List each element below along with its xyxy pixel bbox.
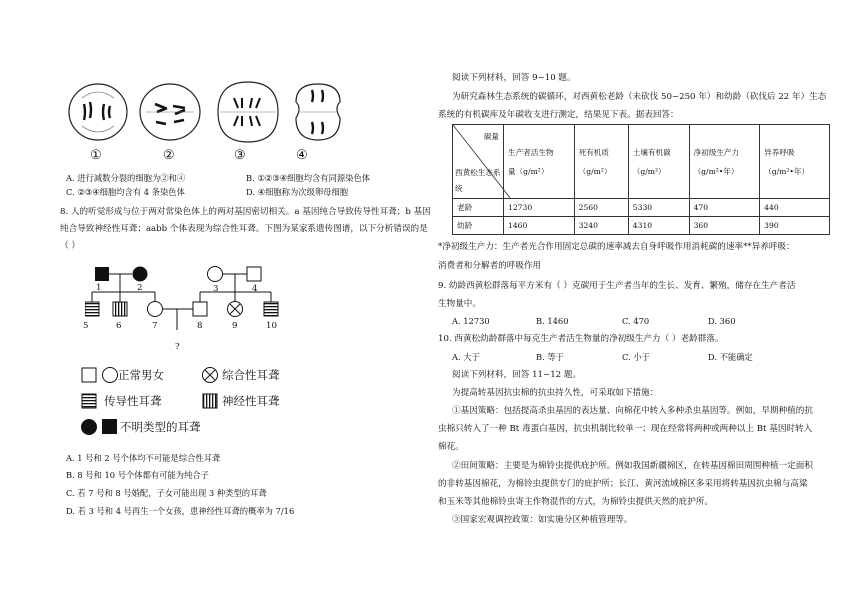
table-cell: 440: [760, 199, 830, 217]
q8-stem-line-3: （ ）: [60, 241, 80, 251]
individual-8: [193, 302, 207, 316]
header-name: 净初级生产力: [693, 147, 740, 157]
cell-4-diagram: [296, 84, 340, 140]
legend-female-symbol: [103, 368, 118, 383]
material-11-12-intro: 阅读下列材料，回答 11~12 题。: [452, 370, 582, 380]
corner-top-label: 碳量: [483, 132, 499, 141]
pedigree-label-8: 8: [197, 321, 203, 331]
cell-label-1: ①: [90, 148, 102, 163]
legend-syndromic-label: 综合性耳聋: [222, 368, 280, 382]
individual-10: [264, 302, 278, 316]
individual-3: [208, 267, 223, 282]
q8-option-d[interactable]: D. 若 3 号和 4 号再生一个女孩，患神经性耳聋的概率为 7/16: [66, 506, 295, 516]
table-cell: 5330: [628, 199, 689, 217]
cell-label-2: ②: [163, 148, 175, 163]
header-name: 异养呼吸: [764, 147, 795, 157]
corner-bottom-label-2: 统: [455, 184, 463, 193]
legend-neural-label: 神经性耳聋: [222, 394, 280, 408]
q9-option-c[interactable]: C. 470: [622, 316, 650, 326]
cell-2-diagram: [140, 84, 200, 140]
q9-option-d[interactable]: D. 360: [708, 316, 736, 326]
material-9-10-intro: 阅读下列材料，回答 9~10 题。: [452, 73, 576, 83]
pedigree-label-3: 3: [213, 284, 219, 294]
legend-unclear-label: 不明类型的耳聋: [120, 420, 201, 434]
strategy-2-line-2: 的非转基因棉花，为棉铃虫提供专门的庇护所；长江、黄河流域棉区多采用将转基因抗虫棉与高粱: [438, 479, 808, 489]
q7-option-a[interactable]: A. 进行减数分裂的细胞为②和④: [66, 173, 186, 183]
individual-1: [95, 267, 109, 281]
legend-unclear-male-symbol: [102, 419, 117, 434]
table-cell: 4310: [628, 217, 689, 235]
pedigree-label-2: 2: [137, 283, 143, 293]
legend-conductive-label: 传导性耳聋: [104, 394, 162, 408]
q7-option-d[interactable]: D. ④细胞称为次级卵母细胞: [246, 187, 349, 197]
individual-6: [113, 302, 127, 316]
pedigree-chart: [85, 264, 325, 354]
strategy-2-line-1: ②田间策略：主要是为棉铃虫提供庇护所。例如我国新疆棉区，在转基因棉田周围种植一定面积: [452, 461, 813, 471]
table-cell: 1460: [504, 217, 575, 235]
cell-1-diagram: [69, 84, 127, 140]
carbon-data-table: [452, 124, 830, 235]
q9-option-a[interactable]: A. 12730: [452, 316, 490, 326]
header-name: 土壤有机碳: [632, 147, 671, 157]
strategy-1-line-2: 虫棉只转入了一种 Bt 毒蛋白基因，抗虫机制比较单一；现在经常将两种或两种以上 Bt 基因时转入: [438, 424, 813, 434]
header-dead-organic: [574, 125, 628, 199]
table-row-old: [453, 199, 830, 217]
table-cell: 12730: [504, 199, 575, 217]
table-note-line-1: *净初级生产力：生产者光合作用固定总碳的速率减去自身呼吸作用消耗碳的速率**异养呼吸：: [438, 242, 795, 252]
q10-option-b[interactable]: B. 等于: [536, 352, 564, 362]
q8-option-a[interactable]: A. 1 号和 2 号个体均不可能是综合性耳聋: [66, 453, 221, 463]
pedigree-label-1: 1: [96, 283, 102, 293]
pedigree-label-6: 6: [116, 321, 122, 331]
individual-2: [133, 267, 148, 282]
q10-option-a[interactable]: A. 大于: [452, 352, 480, 362]
legend-unclear-female-symbol: [81, 419, 97, 435]
q10-option-c[interactable]: C. 小于: [622, 352, 650, 362]
cell-3-diagram: [218, 82, 278, 142]
q7-option-b[interactable]: B. ①②③④细胞均含有同源染色体: [246, 173, 371, 183]
table-cell: 390: [760, 217, 830, 235]
header-living-biomass: [504, 125, 575, 199]
individual-7: [148, 302, 163, 317]
corner-bottom-label-1: 西黄松生态系: [455, 168, 501, 177]
row-label: 幼龄: [453, 217, 504, 235]
strategy-2-line-3: 和玉米等其他棉铃虫寄主作物混作的方式，为棉铃虫提供天然的庇护所。: [438, 497, 714, 507]
material-9-10-para-line-1: 为研究森林生态系统的碳循环，对西黄松老龄（未砍伐 50~250 年）和幼龄（砍伐后 22 年）生态: [452, 92, 827, 102]
header-unit: （g/m²）: [632, 166, 666, 176]
q10-option-d[interactable]: D. 不能确定: [708, 352, 753, 362]
legend-neural-symbol: [203, 394, 217, 408]
table-cell: 470: [689, 199, 760, 217]
q8-option-b[interactable]: B. 8 号和 10 号个体都有可能为纯合子: [66, 470, 209, 480]
cell-division-figure: [60, 76, 360, 168]
q10-stem: 10. 西黄松幼龄群落中每克生产者活生物量的净初级生产力（ ）老龄群落。: [438, 334, 724, 344]
legend-male-symbol: [82, 368, 96, 382]
header-name: 生产者活生物: [508, 147, 554, 157]
table-cell: 360: [689, 217, 760, 235]
pedigree-unknown-child: ?: [175, 342, 180, 352]
q8-stem-line-1: 8. 人的听觉形成与位于两对常染色体上的两对基因密切相关。a 基因纯合导致传导性耳聋；b 基因: [60, 207, 431, 217]
header-heterotrophic: [760, 125, 830, 199]
material-9-10-para-line-2: 系统的有机碳库及年碳收支进行测定，结果见下表。据表回答：: [438, 110, 679, 120]
table-corner-cell: [453, 125, 504, 199]
q9-stem-line-2: 生物量中。: [438, 299, 481, 309]
material-11-12-lead: 为提高转基因抗虫棉的抗虫持久性，可采取如下措施：: [452, 388, 659, 398]
pedigree-label-5: 5: [83, 321, 89, 331]
row-label: 老龄: [453, 199, 504, 217]
strategy-1-line-3: 棉花。: [438, 442, 464, 452]
legend-conductive-symbol: [82, 394, 96, 408]
table-note-line-2: 消费者和分解者的呼吸作用: [438, 261, 542, 271]
q8-option-c[interactable]: C. 若 7 号和 8 号婚配，子女可能出现 3 种类型的耳聋: [66, 488, 267, 498]
q9-option-b[interactable]: B. 1460: [536, 316, 569, 326]
individual-4: [247, 267, 261, 281]
header-name: 死有机质: [578, 147, 609, 157]
q8-stem-line-2: 纯合导致神经性耳聋；aabb 个体表现为综合性耳聋。下图为某家系遗传图谱，以下分析错误的是: [60, 224, 428, 234]
pedigree-label-10: 10: [266, 321, 277, 331]
header-unit: （g/m²）: [578, 166, 612, 176]
header-unit: （g/m²•年）: [764, 166, 810, 176]
strategy-3: ③国家宏观调控政策：如实施分区种植管理等。: [452, 515, 633, 525]
pedigree-label-9: 9: [232, 321, 238, 331]
header-soil-carbon: [628, 125, 689, 199]
cell-label-4: ④: [296, 148, 308, 163]
individual-5: [85, 302, 99, 316]
table-cell: 3240: [574, 217, 628, 235]
legend-normal-label: 正常男女: [118, 368, 164, 382]
strategy-1-line-1: ①基因策略：包括提高杀虫基因的表达量、向棉花中转入多种杀虫基因等。例如，早期种植的抗: [452, 406, 813, 416]
header-unit: （g/m²•年）: [693, 166, 739, 176]
pedigree-label-7: 7: [152, 321, 158, 331]
header-unit: 量（g/m²）: [508, 166, 549, 176]
table-cell: 2560: [574, 199, 628, 217]
table-row-young: [453, 217, 830, 235]
q9-stem-line-1: 9. 幼龄西黄松群落每平方米有（ ）克碳用于生产者当年的生长、发育、繁殖，储存在生产者活: [438, 281, 796, 291]
header-npp: [689, 125, 760, 199]
pedigree-label-4: 4: [252, 284, 258, 294]
q7-option-c[interactable]: C. ②③④细胞均含有 4 条染色体: [66, 187, 185, 197]
cell-label-3: ③: [234, 148, 246, 163]
